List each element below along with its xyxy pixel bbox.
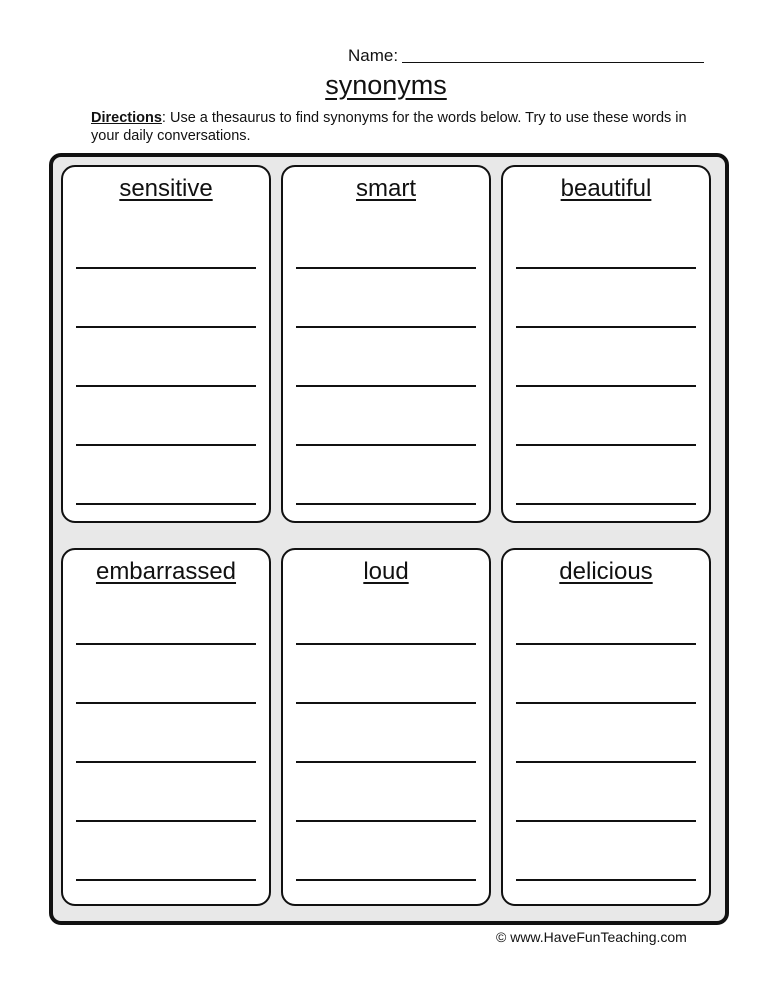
answer-line[interactable] (516, 761, 696, 763)
answer-line[interactable] (76, 643, 256, 645)
answer-line[interactable] (76, 820, 256, 822)
answer-line[interactable] (516, 820, 696, 822)
answer-line[interactable] (516, 702, 696, 704)
word-label: beautiful (560, 175, 652, 202)
answer-line[interactable] (296, 503, 476, 505)
page-title: synonyms (325, 70, 447, 100)
word-card-embarrassed (61, 548, 271, 906)
worksheet-board (49, 153, 729, 925)
name-field[interactable] (402, 62, 704, 63)
directions-label: Directions (91, 110, 162, 126)
name-label: Name: (348, 46, 399, 65)
answer-line[interactable] (516, 879, 696, 881)
answer-line[interactable] (296, 643, 476, 645)
directions (91, 109, 691, 145)
answer-line[interactable] (76, 879, 256, 881)
answer-line[interactable] (516, 326, 696, 328)
answer-line[interactable] (516, 385, 696, 387)
word-label: delicious (559, 558, 653, 585)
word-card-beautiful (501, 165, 711, 523)
answer-line[interactable] (296, 267, 476, 269)
answer-line[interactable] (76, 702, 256, 704)
answer-line[interactable] (296, 761, 476, 763)
directions-text: : Use a thesaurus to find synonyms for the words below. Try to use these words in your daily conversations. (91, 110, 687, 144)
name-row (340, 45, 710, 69)
answer-line[interactable] (76, 503, 256, 505)
answer-line[interactable] (296, 702, 476, 704)
word-label: smart (356, 175, 416, 202)
answer-line[interactable] (516, 444, 696, 446)
answer-line[interactable] (76, 761, 256, 763)
word-card-delicious (501, 548, 711, 906)
copyright-footer: © www.HaveFunTeaching.com (496, 929, 687, 945)
word-label: loud (363, 558, 409, 585)
word-card-sensitive (61, 165, 271, 523)
answer-line[interactable] (76, 444, 256, 446)
answer-line[interactable] (296, 444, 476, 446)
answer-line[interactable] (76, 267, 256, 269)
answer-line[interactable] (516, 503, 696, 505)
answer-line[interactable] (296, 326, 476, 328)
answer-line[interactable] (76, 326, 256, 328)
word-label: embarrassed (95, 558, 237, 585)
answer-line[interactable] (296, 879, 476, 881)
answer-line[interactable] (516, 643, 696, 645)
answer-line[interactable] (516, 267, 696, 269)
word-card-loud (281, 548, 491, 906)
answer-line[interactable] (76, 385, 256, 387)
word-card-smart (281, 165, 491, 523)
answer-line[interactable] (296, 385, 476, 387)
answer-line[interactable] (296, 820, 476, 822)
word-label: sensitive (119, 175, 213, 202)
